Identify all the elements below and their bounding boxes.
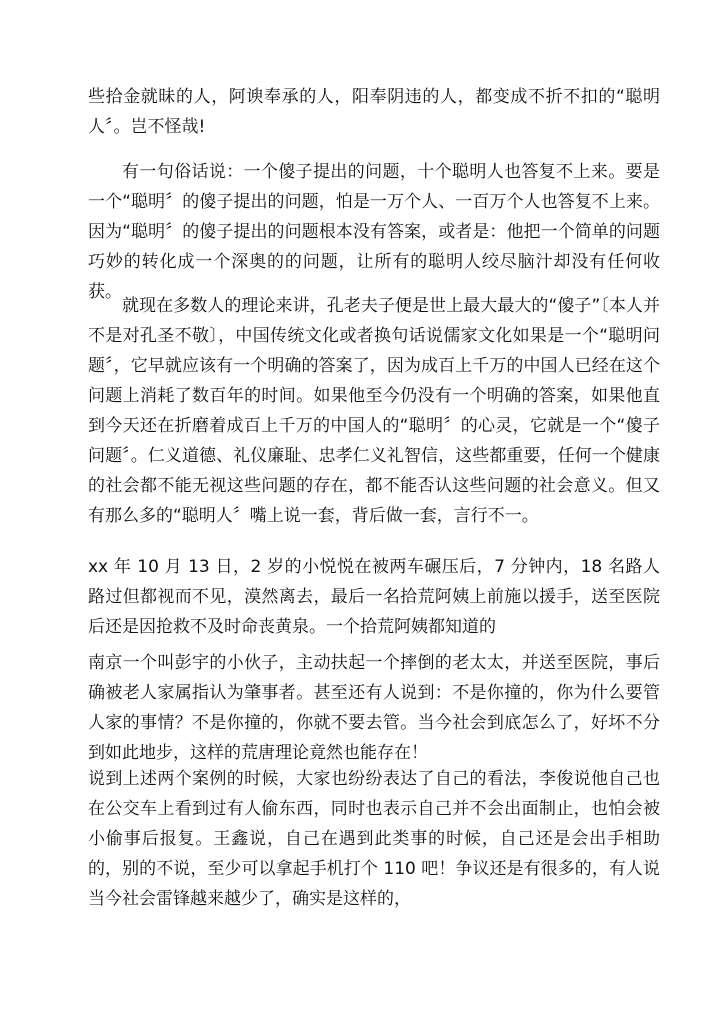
paragraph-xiaoyueyue-case: xx 年 10 月 13 日，2 岁的小悦悦在被两车碾压后，7 分钟内，18 名路人路过但都视而不见，漠然离去，最后一名拾荒阿姨上前施以援手，送至医院后还是因抢救不及时命丧黄泉。一个拾荒阿姨都知道的 (88, 557, 660, 637)
paragraph-proverb: 有一句俗话说：一个傻子提出的问题，十个聪明人也答复不上来。要是一个“聪明〞的傻子提出的问题，怕是一万个人、一百万个人也答复不上来。因为“聪明〞的傻子提出的问题根本没有答案，或者是：他把一个简单的问题巧妙的转化成一个深奥的的问题，让所有的聪明人绞尽脑汁却没有任何收获。 (88, 162, 660, 302)
paragraph-confucius: 就现在多数人的理论来讲，孔老夫子便是世上最大最大的“傻子”〔本人并不是对孔圣不敬〕，中国传统文化或者换句话说儒家文化如果是一个“聪明问题〞，它早就应该有一个明确的答案了，因为成百上千万的中国人已经在这个问题上消耗了数百年的时间。如果他至今仍没有一个明确的答案，如果他直到今天还在折磨着成百上千万的中国人的“聪明〞的心灵，它就是一个“傻子问题〞。仁义道德、礼仪廉耻、忠孝仁义礼智信，这些都重要，任何一个健康的社会都不能无视这些问题的存在，都不能否认这些问题的社会意义。但又有那么多的“聪明人〞嘴上说一套，背后做一套，言行不一。 (88, 296, 660, 526)
paragraph-pengyu-case: 南京一个叫彭宇的小伙子，主动扶起一个摔倒的老太太，并送至医院，事后确被老人家属指认为肇事者。甚至还有人说到：不是你撞的，你为什么要管人家的事情？不是你撞的，你就不要去管。当今社会到底怎么了，好坏不分到如此地步，这样的荒唐理论竟然也能存在！ (88, 653, 660, 763)
paragraph-discussion: 说到上述两个案例的时候，大家也纷纷表达了自己的看法，李俊说他自己也在公交车上看到过有人偷东西，同时也表示自己并不会出面制止，也怕会被小偷事后报复。王鑫说，自己在遇到此类事的时候，自己还是会出手相助的，别的不说，至少可以拿起手机打个 110 吧！争议还是有很多的，有人说当今社会雷锋越来越少了，确实是这样的， (88, 769, 660, 909)
paragraph-clever-people-ending: 些拾金就昧的人，阿谀奉承的人，阳奉阴违的人，都变成不折不扣的“聪明人〞。岂不怪哉! (88, 87, 660, 137)
